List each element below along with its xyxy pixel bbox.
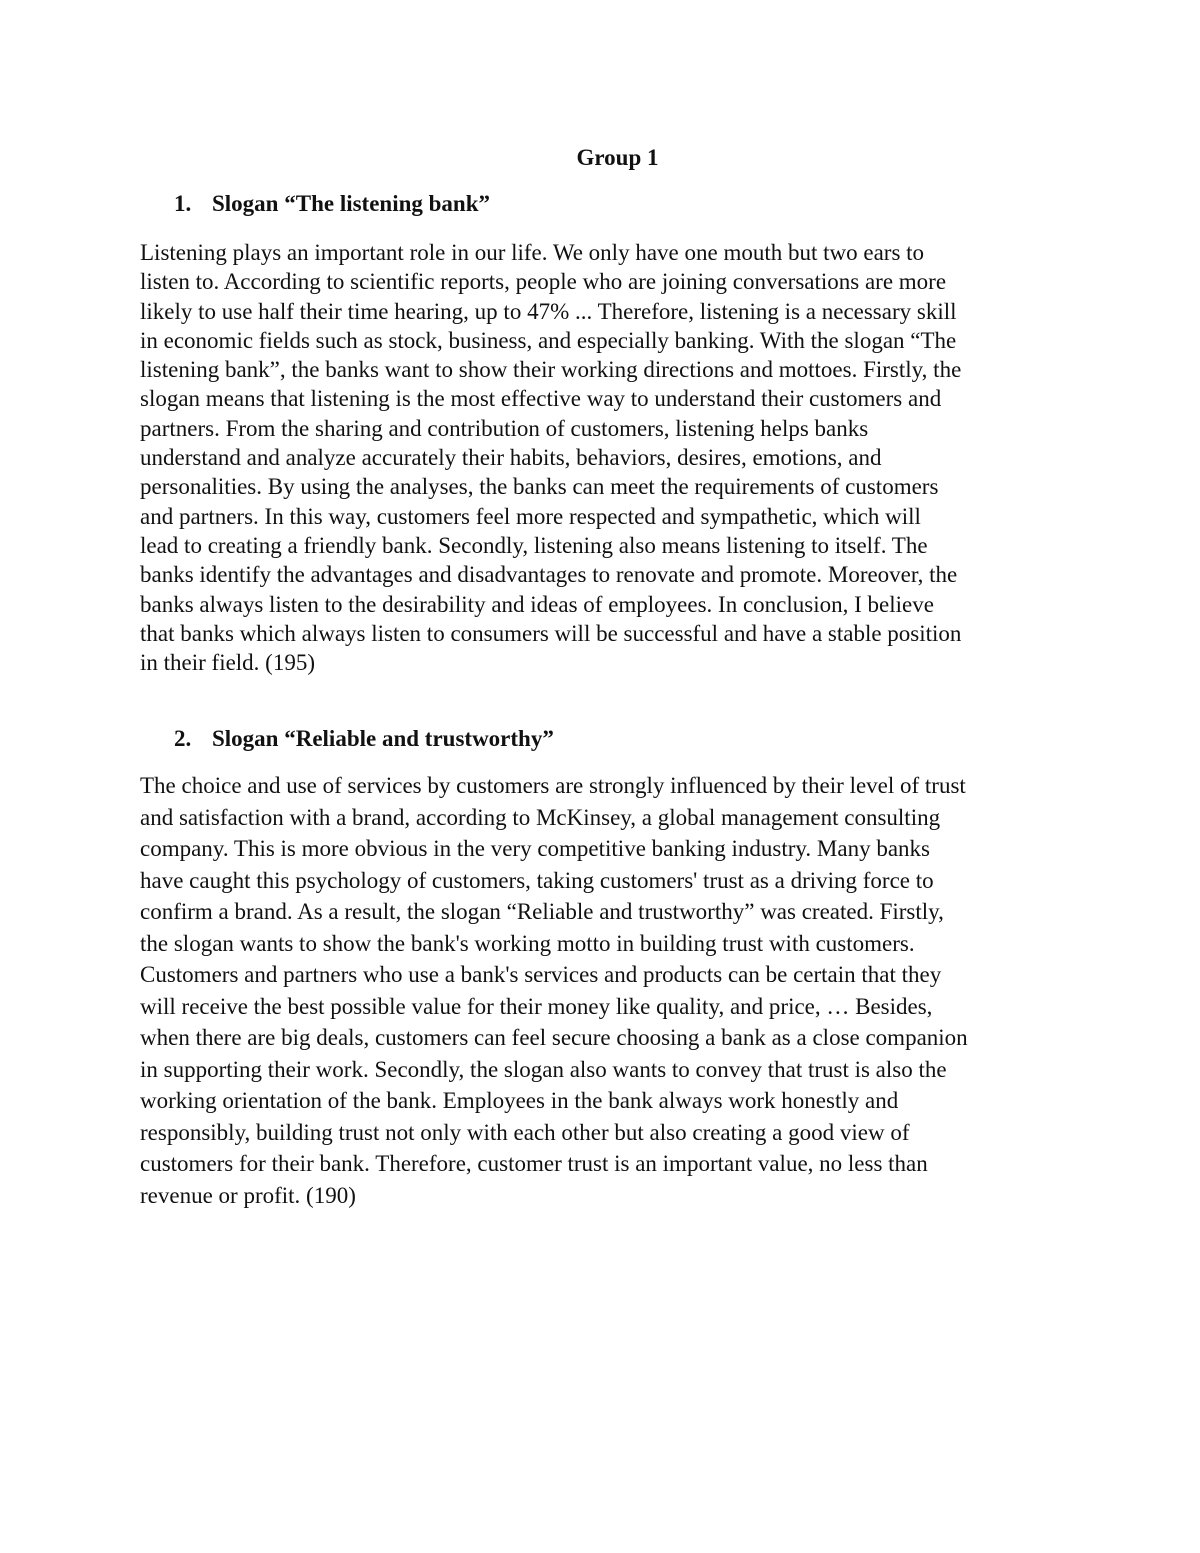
paragraph-line: confirm a brand. As a result, the slogan “Reliable and trustworthy” was created. Firstly, xyxy=(140,899,944,924)
paragraph-line: have caught this psychology of customers, taking customers' trust as a driving force to xyxy=(140,867,934,893)
paragraph-line: Listening plays an important role in our life. We only have one mouth but two ears to xyxy=(140,240,925,265)
paragraph-line: lead to creating a friendly bank. Secondly, listening also means listening to itself. The xyxy=(140,532,928,558)
paragraph-line: personalities. By using the analyses, the banks can meet the requirements of customers xyxy=(140,474,939,500)
section-heading-text-2: Slogan “Reliable and trustworthy” xyxy=(212,726,554,751)
paragraph-line: customers for their bank. Therefore, customer trust is an important value, no less than xyxy=(140,1151,928,1176)
paragraph-line: that banks which always listen to consumers will be successful and have a stable position xyxy=(140,620,962,646)
paragraph-line: Customers and partners who use a bank's services and products can be certain that they xyxy=(140,962,942,987)
paragraph-line: listen to. According to scientific reports, people who are joining conversations are more xyxy=(140,269,947,295)
paragraph-line: responsibly, building trust not only with each other but also creating a good view of xyxy=(140,1119,910,1145)
paragraph-line: when there are big deals, customers can feel secure choosing a bank as a close companion xyxy=(140,1025,968,1050)
paragraph-line: listening bank”, the banks want to show their working directions and mottoes. Firstly, the xyxy=(140,357,962,383)
paragraph-line: likely to use half their time hearing, up to 47% ... Therefore, listening is a necessary skill xyxy=(140,298,957,324)
paragraph-line: banks always listen to the desirability and ideas of employees. In conclusion, I believe xyxy=(140,591,934,617)
paragraph-line: will receive the best possible value for their money like quality, and price, … Besides, xyxy=(140,993,933,1019)
paragraph-line: slogan means that listening is the most effective way to understand their customers and xyxy=(140,386,942,412)
section-number-1: 1. xyxy=(174,191,192,216)
section-heading-1 xyxy=(174,186,490,222)
paragraph-line: working orientation of the bank. Employees in the bank always work honestly and xyxy=(140,1088,899,1113)
paragraph-line: understand and analyze accurately their habits, behaviors, desires, emotions, and xyxy=(140,445,882,471)
section-paragraph-1 xyxy=(140,238,961,677)
paragraph-line: and partners. In this way, customers feel more respected and sympathetic, which will xyxy=(140,503,921,529)
paragraph-line: revenue or profit. (190) xyxy=(140,1182,356,1208)
paragraph-line: The choice and use of services by customers are strongly influenced by their level of trust xyxy=(140,773,966,798)
section-paragraph-2 xyxy=(140,770,968,1211)
paragraph-line: company. This is more obvious in the very competitive banking industry. Many banks xyxy=(140,836,930,861)
paragraph-line: banks identify the advantages and disadvantages to renovate and promote. Moreover, the xyxy=(140,562,958,588)
paragraph-line: in economic fields such as stock, business, and especially banking. With the slogan “The xyxy=(140,327,957,353)
section-heading-2 xyxy=(174,721,554,757)
document-title: Group 1 xyxy=(576,145,659,170)
paragraph-line: partners. From the sharing and contribution of customers, listening helps banks xyxy=(140,415,869,441)
section-number-2: 2. xyxy=(174,726,192,751)
paragraph-line: the slogan wants to show the bank's working motto in building trust with customers. xyxy=(140,930,915,956)
section-heading-text-1: Slogan “The listening bank” xyxy=(212,191,491,216)
paragraph-line: in supporting their work. Secondly, the slogan also wants to convey that trust is also the xyxy=(140,1056,947,1082)
paragraph-line: and satisfaction with a brand, according to McKinsey, a global management consulting xyxy=(140,804,941,830)
paragraph-line: in their field. (195) xyxy=(140,650,316,676)
